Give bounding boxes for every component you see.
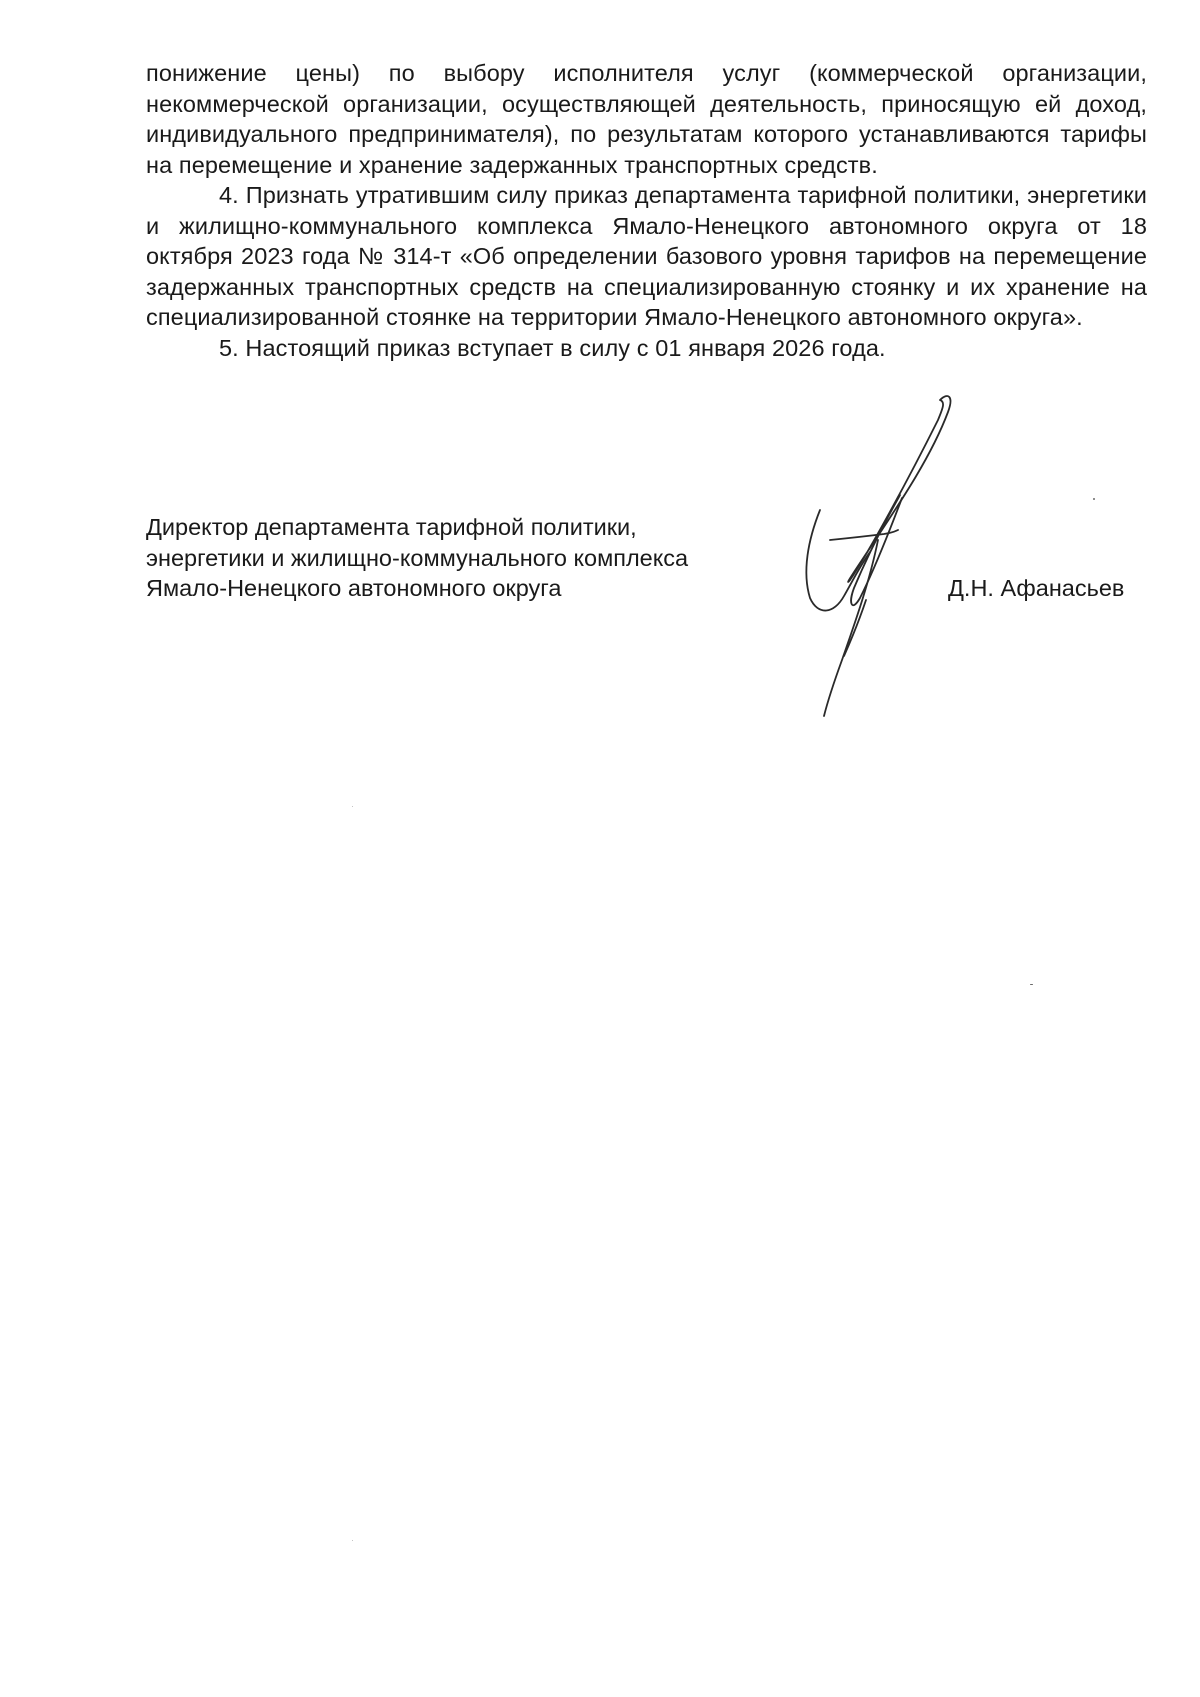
signatory-name: Д.Н. Афанасьев [948, 575, 1125, 601]
handwritten-signature [790, 390, 1010, 730]
position-line-2: энергетики и жилищно-коммунального комплекса [146, 544, 689, 571]
paragraph-continuation: понижение цены) по выбору исполнителя услуг (коммерческой организации, некоммерческой организации, осуществляющей деятельность, приносящую ей доход, индивидуального предпринимателя), по результатам которого устанавливаются тарифы на перемещение и хранение задержанных транспортных средств. [146, 60, 1147, 178]
scan-speck [352, 806, 353, 807]
scan-speck [1030, 984, 1033, 985]
scan-speck [1093, 498, 1095, 500]
document-body [146, 58, 1147, 363]
position-line-1: Директор департамента тарифной политики, [146, 514, 637, 540]
position-line-3: Ямало-Ненецкого автономного округа [146, 575, 562, 601]
paragraph-item-4: 4. Признать утратившим силу приказ департамента тарифной политики, энергетики и жилищно-коммунального комплекса Ямало-Ненецкого автономного округа от 18 октября 2023 года № 314-т «Об определении базового уровня тарифов на перемещение задержанных транспортных средств на специализированную стоянку и их хранение на специализированной стоянке на территории Ямало-Ненецкого автономного округа». [146, 182, 1147, 330]
scan-speck [352, 1540, 353, 1541]
signatory-position [146, 512, 688, 604]
paragraph-item-5: 5. Настоящий приказ вступает в силу с 01 января 2026 года. [219, 334, 886, 361]
